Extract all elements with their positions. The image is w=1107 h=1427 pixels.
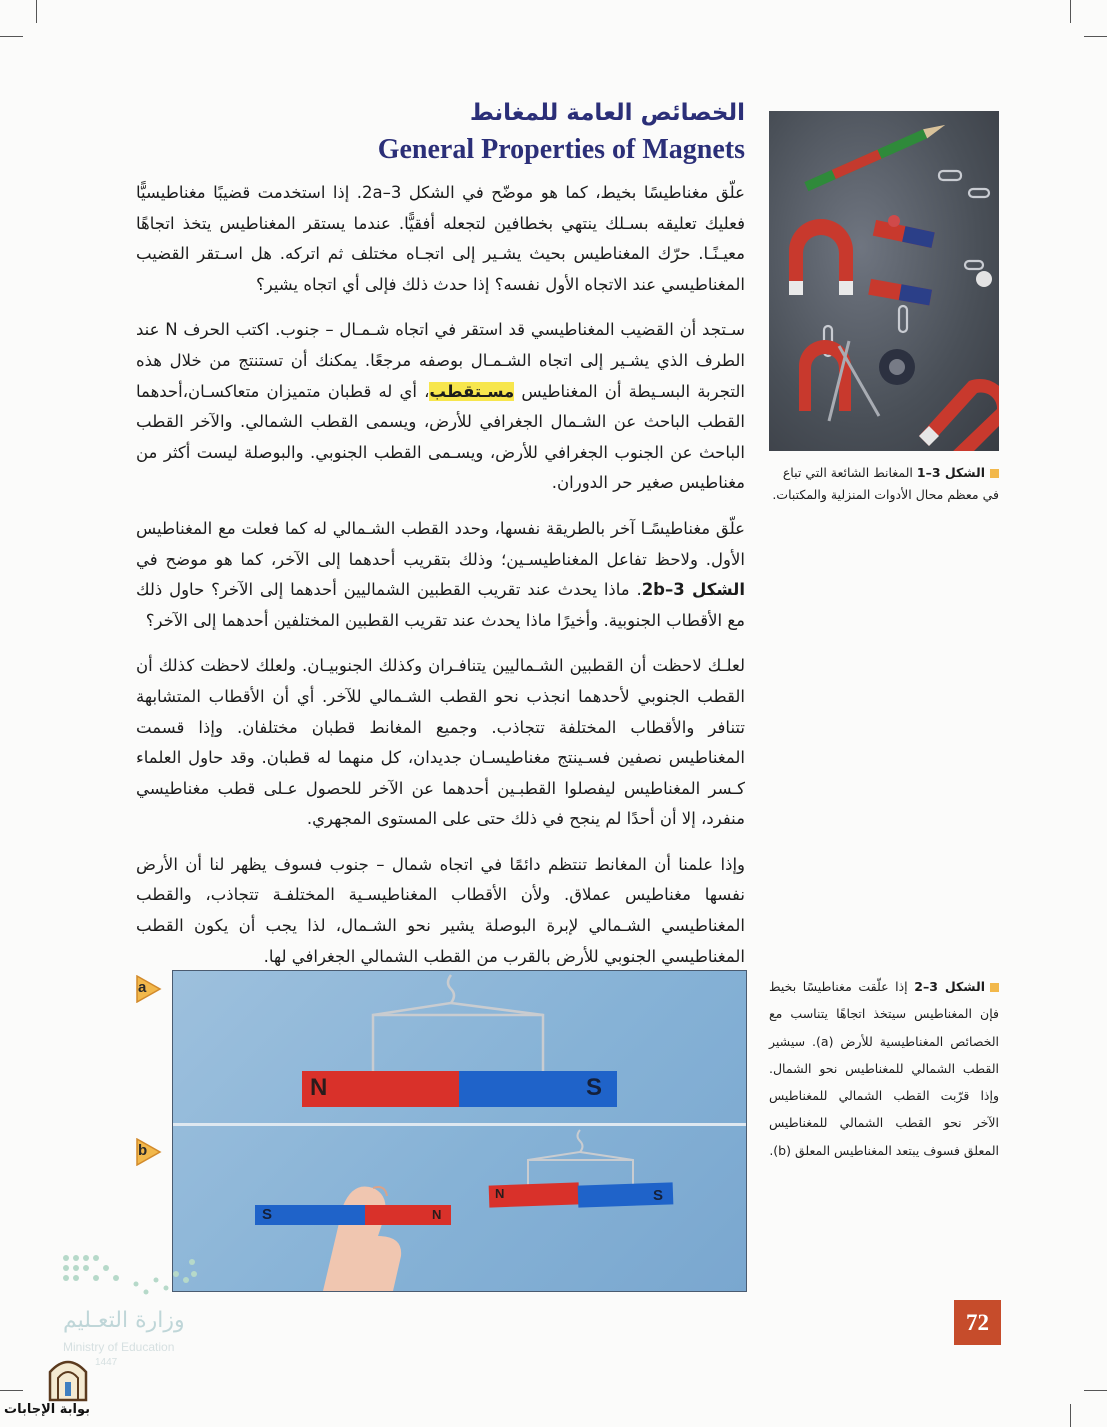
ministry-year: 1447 xyxy=(95,1357,118,1368)
section-title-arabic: الخصائص العامة للمغانط xyxy=(469,100,745,126)
portal-logo-icon xyxy=(46,1352,90,1402)
caption-marker xyxy=(990,469,999,478)
ministry-logo-icon xyxy=(62,1250,198,1298)
panel-b-label: b xyxy=(136,1138,162,1166)
ministry-name-english: Ministry of Education xyxy=(63,1340,175,1354)
magnet-b-hand-south-label: S xyxy=(262,1206,273,1223)
figure-caption-2: الشكل 3–2 إذا علّقت مغناطيسًا بخيط فإن المغناطيس سيتخذ اتجاهًا يتناسب مع الخصائص المغناطيسية للأرض (a). سيشير القطب الشمالي للمغناطيس نحو الشمال. وإذا قرّبت القطب الشمالي للمغناطيس الآخر نحو القطب الشمالي للمغناطيس المعلق فسوف يبتعد المغناطيس المعلق (b). xyxy=(769,979,1000,1158)
magnet-a-south-label: S xyxy=(586,1074,603,1101)
magnet-b-hand-north-label: N xyxy=(432,1207,442,1222)
paragraph-5: وإذا علمنا أن المغانط تنتظم دائمًا في اتجاه شمال – جنوب فسوف يظهر لنا أن الأرض نفسها مغناطيس عملاق. ولأن الأقطاب المغناطيسـية المختلفـة تتجاذب، والقطب المغناطيسي الشـمالي لإبرة البوصلة يشير نحو الشـمال، لذا يجب أن يكون القطب المغناطيسي الجنوبي للأرض بالقرب من القطب الشمالي الجغرافي لها. xyxy=(136,854,745,966)
crop-mark xyxy=(0,1390,23,1391)
crop-mark xyxy=(0,36,23,37)
panel-a-label: a xyxy=(136,975,162,1003)
caption-marker xyxy=(990,983,999,992)
magnet-b-hanging-south-label: S xyxy=(653,1187,664,1204)
crop-mark xyxy=(1070,0,1071,23)
ministry-name-arabic: وزارة التعـليم xyxy=(63,1308,185,1333)
page-number: 72 xyxy=(954,1300,1001,1345)
figure-caption-1: الشكل 3–1 المغانط الشائعة التي تباع في معظم محال الأدوات المنزلية والمكتبات. xyxy=(772,465,999,502)
magnets-photo xyxy=(769,111,999,451)
figure-magnets-suspended xyxy=(172,970,747,1292)
crop-mark xyxy=(1070,1404,1071,1427)
crop-mark xyxy=(36,0,37,23)
crop-mark xyxy=(1084,36,1107,37)
highlighted-term: مسـتقطب xyxy=(429,381,515,401)
figure-reference: الشكل 3–2b xyxy=(641,580,746,600)
paragraph-3: علّق مغناطيسًـا آخر بالطريقة نفسها، وحدد القطب الشـمالي له كما فعلت مع المغناطيس الأول. ولاحظ تفاعل المغناطيسـين؛ وذلك بتقريب أحدهما إلى الآخر، كما هو موضح في الشكل 3–2b. ماذا يحدث عند تقريب القطبين الشماليين أحدهما إلى الآخر؟ حاول ذلك مع الأقطاب الجنوبية. وأخيرًا ماذا يحدث عند تقريب القطبين المختلفين أحدهما إلى الآخر؟ xyxy=(136,518,746,630)
magnet-b-hanging-north-label: N xyxy=(495,1186,505,1201)
magnet-a-north-label: N xyxy=(310,1074,328,1101)
paragraph-4: لعلـك لاحظت أن القطبين الشـماليين يتنافـران وكذلك الجنوبيـان. ولعلك لاحظت كذلك أن القطب الجنوبي لأحدهما انجذب نحو القطب الشـمالي للآخر. أي أن الأقطاب المتشابهة تتنافر والأقطاب المختلفة تتجاذب. وجميع المغانط قطبان مختلفان. وإذا قسمت المغناطيس نصفين فسـينتج مغناطيسـان جديدان، كل منهما له قطبان. وقد حاول العلماء كـسر المغناطيس ليفصلوا القطبـين أحدهما عن الآخر للحصول عـلى قطب مغناطيسي منفرد، إلا أن أحدًا لم ينجح في ذلك حتى على المستوى المجهري. xyxy=(136,656,745,829)
crop-mark xyxy=(1084,1390,1107,1391)
portal-logo-text: بوابة الإجابات xyxy=(4,1402,90,1417)
section-title-english: General Properties of Magnets xyxy=(377,134,745,165)
paragraph-2: سـتجد أن القضيب المغناطيسي قد استقر في اتجاه شـمـال – جنوب. اكتب الحرف N عند الطرف الذي يشـير إلى اتجاه الشـمـال بوصفه مرجعًا. يمكنك أن تستنتج من خلال هذه التجربة البسـيطة أن المغناطيس مسـتقطب، أي له قطبان متميزان متعاكسـان،أحدهما القطب الباحث عن الشـمال الجغرافي للأرض، ويسمى القطب الشمالي. والآخر القطب الباحث عن الجنوب الجغرافي للأرض، ويسـمى القطب الجنوبي. والبوصلة ليست أكثر من مغناطيس صغير حر الدوران. xyxy=(136,320,745,493)
body-text xyxy=(136,178,745,987)
paragraph-1: علّق مغناطيسًا بخيط، كما هو موضّح في الشكل 3–2a. إذا استخدمت قضيبًا مغناطيسيًّا فعليك تعليقه بسـلك ينتهي بخطافين لتجعله أفقيًّا. عندما يستقر المغناطيس يتخذ اتجاهًا معيـنًـا. حرّك المغناطيس بحيث يشـير إلى اتجـاه مختلف ثم اتركه. هل اسـتقر القضيب المغناطيسي عند الاتجاه الأول نفسه؟ إذا حدث ذلك فإلى أي اتجاه يشير؟ xyxy=(136,183,745,294)
magnets-illustration xyxy=(769,111,999,451)
